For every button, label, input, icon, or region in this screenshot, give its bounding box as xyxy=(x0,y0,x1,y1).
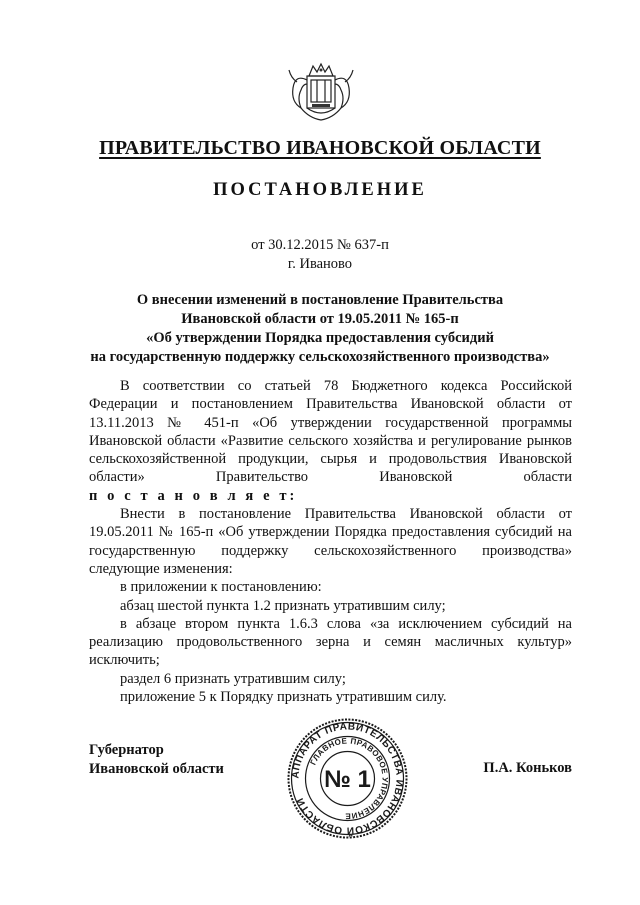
body-item: абзац шестой пункта 1.2 признать утратившим силу; xyxy=(120,597,446,614)
body-item: в абзаце втором пункта 1.6.3 слова «за исключением субсидий на реализацию продовольственного зерна и семян масличных культур» исключить; xyxy=(89,615,572,669)
signatory-title-line: Ивановской области xyxy=(89,761,224,777)
body-item: приложение 5 к Порядку признать утратившим силу. xyxy=(120,689,447,706)
body-item: раздел 6 признать утратившим силу; xyxy=(120,670,346,687)
document-city: г. Иваново xyxy=(287,256,353,272)
document-body xyxy=(89,377,572,706)
document-type: ПОСТАНОВЛЕНИЕ xyxy=(213,180,427,200)
stamp-outer-text: АППАРАТ ПРАВИТЕЛЬСТВА ИВАНОВСКОЙ ОБЛАСТИ xyxy=(290,721,405,836)
stamp-inner-text: ГЛАВНОЕ ПРАВОВОЕ УПРАВЛЕНИЕ xyxy=(308,736,390,821)
subject-line: на государственную поддержку сельскохозяйственного производства» xyxy=(90,349,550,365)
preamble-paragraph: В соответствии со статьей 78 Бюджетного кодекса Российской Федерации и постановлением Правительства Ивановской области от 13.11.2013 № 451-п «Об утверждении государственной программы Ивановской области «Развитие сельского хозяйства и регулирование рынков сельскохозяйственной продукции, сырья и продовольствия Ивановской области» Правительство Ивановской области xyxy=(89,378,572,486)
signatory-title xyxy=(89,741,224,779)
stamp-number: № 1 xyxy=(324,766,371,793)
resolves-word: п о с т а н о в л я е т: xyxy=(89,487,298,504)
coat-of-arms-emblem xyxy=(287,58,355,124)
body-item: Внести в постановление Правительства Ивановской области от 19.05.2011 № 165-п «Об утверждении Порядка предоставления субсидий на государственную поддержку сельскохозяйственного производства» следующие изменения: xyxy=(89,506,572,577)
document-date-number: от 30.12.2015 № 637-п xyxy=(251,237,389,253)
signatory-name: П.А. Коньков xyxy=(483,760,572,776)
subject-line: Ивановской области от 19.05.2011 № 165-п xyxy=(181,311,459,327)
government-title: ПРАВИТЕЛЬСТВО ИВАНОВСКОЙ ОБЛАСТИ xyxy=(99,137,541,159)
body-item: в приложении к постановлению: xyxy=(120,579,322,596)
signatory-title-line: Губернатор xyxy=(89,742,164,758)
subject-line: «Об утверждении Порядка предоставления субсидий xyxy=(146,330,494,346)
official-stamp xyxy=(285,716,410,841)
subject-line: О внесении изменений в постановление Правительства xyxy=(136,292,504,308)
